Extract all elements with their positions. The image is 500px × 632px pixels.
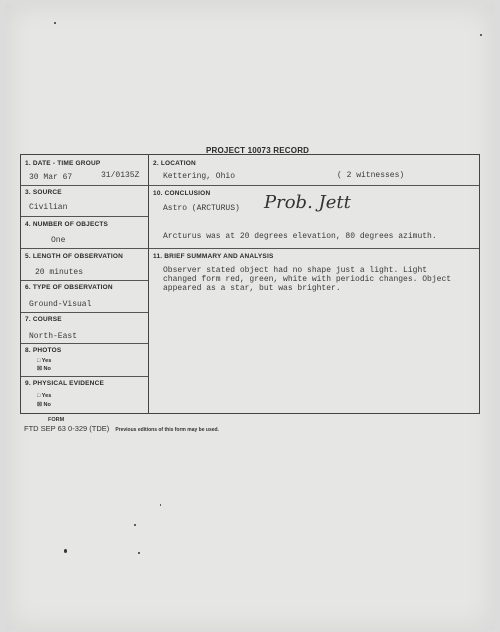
length-observation-label: 5. LENGTH OF OBSERVATION (25, 253, 123, 260)
evidence-yes-label: Yes (41, 393, 52, 399)
evidence-yes-checkbox: □ (37, 393, 41, 399)
physical-evidence-cell (21, 377, 148, 413)
scan-speck (480, 34, 482, 36)
type-observation-cell (21, 281, 148, 313)
date-time-cell (21, 155, 148, 186)
source-cell (21, 186, 148, 217)
summary-cell (149, 249, 479, 413)
evidence-no-checkbox: ☒ (37, 402, 42, 408)
source-value: Civilian (29, 203, 68, 212)
number-objects-value: One (51, 236, 66, 245)
photos-cell (21, 344, 148, 377)
length-observation-cell (21, 249, 148, 281)
number-objects-cell (21, 217, 148, 249)
summary-line-3: appeared as a star, but was brighter. (163, 284, 341, 293)
date-time-label: 1. DATE - TIME GROUP (25, 160, 101, 167)
summary-label: 11. BRIEF SUMMARY AND ANALYSIS (153, 253, 274, 260)
course-label: 7. COURSE (25, 316, 62, 323)
evidence-no-label: No (43, 402, 51, 408)
date-value: 30 Mar 67 (29, 173, 73, 182)
photos-yes-checkbox: □ (37, 358, 41, 364)
handwritten-annotation: Prob. Jett (264, 192, 351, 213)
photos-label: 8. PHOTOS (25, 347, 62, 354)
photos-no-label: No (43, 366, 51, 372)
source-label: 3. SOURCE (25, 189, 62, 196)
left-column (21, 155, 149, 413)
conclusion-label: 10. CONCLUSION (153, 190, 211, 197)
form-code-line (24, 424, 219, 433)
scan-speck (54, 22, 56, 24)
location-cell (149, 155, 479, 186)
record-form (20, 154, 480, 414)
photos-no-option (37, 366, 51, 372)
physical-evidence-label: 9. PHYSICAL EVIDENCE (25, 380, 105, 387)
summary-line-1: Observer stated object had no shape just a light. Light (163, 266, 428, 275)
form-code: FTD SEP 63 0-329 (TDE) (24, 424, 110, 433)
course-cell (21, 313, 148, 344)
type-observation-value: Ground-Visual (29, 300, 92, 309)
course-value: North-East (29, 332, 78, 341)
scan-speck (138, 552, 140, 554)
conclusion-note: Arcturus was at 20 degrees elevation, 80 degrees azimuth. (163, 232, 437, 241)
conclusion-value: Astro (ARCTURUS) (163, 204, 240, 213)
document-page (6, 4, 494, 630)
time-value: 31/0135Z (101, 171, 140, 180)
form-word: FORM (48, 417, 65, 423)
number-objects-label: 4. NUMBER OF OBJECTS (25, 221, 109, 228)
scan-speck (160, 504, 161, 506)
location-label: 2. LOCATION (153, 160, 196, 167)
witness-count: ( 2 witnesses) (337, 171, 405, 180)
summary-line-2: changed form red, green, white with periodic changes. Object (163, 275, 452, 284)
scan-speck (134, 524, 136, 526)
evidence-yes-option (37, 393, 51, 399)
photos-yes-option (37, 358, 51, 364)
location-value: Kettering, Ohio (163, 172, 236, 181)
scan-speck (64, 549, 67, 553)
form-title: PROJECT 10073 RECORD (206, 146, 310, 155)
length-observation-value: 20 minutes (35, 268, 84, 277)
evidence-no-option (37, 402, 51, 408)
photos-no-checkbox: ☒ (37, 366, 42, 372)
photos-yes-label: Yes (41, 358, 52, 364)
form-edition-note: Previous editions of this form may be used. (115, 427, 219, 433)
type-observation-label: 6. TYPE OF OBSERVATION (25, 284, 113, 291)
